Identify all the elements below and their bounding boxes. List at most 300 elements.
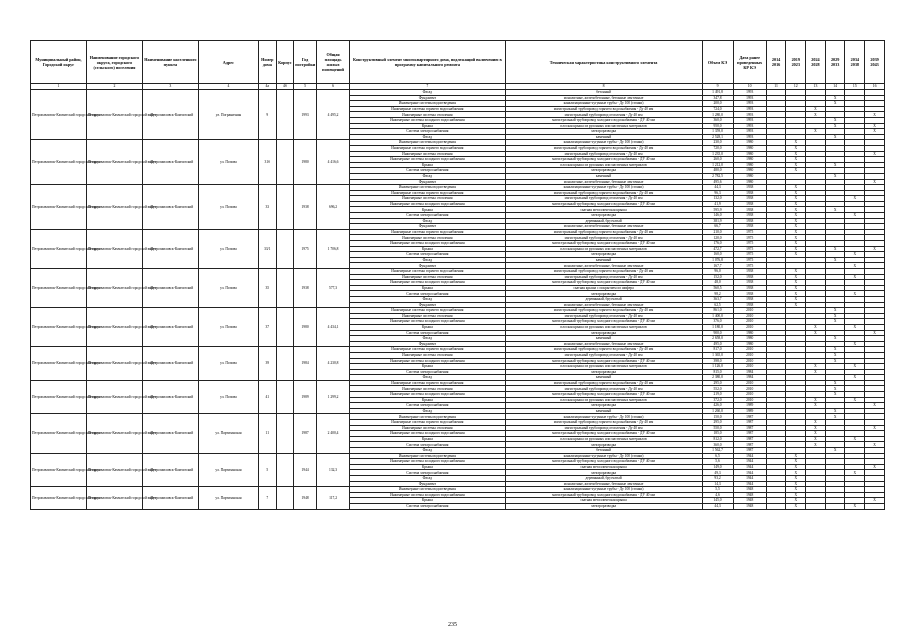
period-mark-cell: X bbox=[865, 246, 885, 252]
prior-repair-date-cell: 1980 bbox=[733, 336, 766, 342]
living-area-cell: 4 230,8 bbox=[316, 347, 349, 381]
district-cell: Петропавловск-Камчатский городской округ bbox=[31, 90, 87, 140]
volume-cell: 1 126,0 bbox=[702, 364, 733, 370]
locality-cell: г. Петропавловск-Камчатский bbox=[142, 347, 198, 381]
element-cell: Фундамент bbox=[350, 179, 505, 185]
column-number: 8 bbox=[505, 84, 702, 90]
column-number: 4 bbox=[198, 84, 258, 90]
element-cell: Инженерные системы холодного водоснабжения bbox=[350, 241, 505, 247]
element-cell: Фасад bbox=[350, 218, 505, 224]
period-mark-cell: X bbox=[825, 319, 845, 325]
element-cell: Инженерные системы водоотведения bbox=[350, 101, 505, 107]
prior-repair-date-cell: 1975 bbox=[733, 252, 766, 258]
prior-repair-date-cell: 2010 bbox=[733, 358, 766, 364]
period-mark-cell: X bbox=[806, 436, 826, 442]
period-mark-cell: X bbox=[786, 246, 806, 252]
volume-cell: 93,2 bbox=[702, 475, 733, 481]
volume-cell: 14,3 bbox=[702, 481, 733, 487]
column-number: 4а bbox=[258, 84, 276, 90]
volume-cell: 815,0 bbox=[702, 369, 733, 375]
building-corpus-cell bbox=[276, 269, 294, 308]
volume-cell: 150,0 bbox=[702, 414, 733, 420]
prior-repair-date-cell: 1980 bbox=[733, 157, 766, 163]
period-mark-cell bbox=[806, 503, 826, 509]
volume-cell: 472,7 bbox=[702, 246, 733, 252]
period-mark-cell: X bbox=[825, 313, 845, 319]
volume-cell: 146,0 bbox=[702, 213, 733, 219]
house-number-cell: 31б bbox=[258, 140, 276, 185]
characteristic-cell: магистральный трубопровод холодного водоснабжения - ДУ 40 мм bbox=[505, 201, 702, 207]
prior-repair-date-cell: 1980 bbox=[733, 140, 766, 146]
characteristic-cell: плоская крыша из рулонных или мастичных материалов bbox=[505, 123, 702, 129]
volume-cell: 720,0 bbox=[702, 145, 733, 151]
volume-cell: 176,0 bbox=[702, 241, 733, 247]
element-cell: Фундамент bbox=[350, 224, 505, 230]
element-cell: Фундамент bbox=[350, 263, 505, 269]
characteristic-cell: магистральный трубопровод отопления - Ду 40 мм bbox=[505, 112, 702, 118]
build-year-cell: 1948 bbox=[294, 487, 317, 509]
page-number: 235 bbox=[448, 622, 457, 628]
locality-cell: г. Петропавловск-Камчатский bbox=[142, 414, 198, 453]
characteristic-cell: каменный bbox=[505, 134, 702, 140]
period-mark-cell: X bbox=[845, 274, 865, 280]
volume-cell: 4,6 bbox=[702, 492, 733, 498]
period-mark-cell: X bbox=[825, 408, 845, 414]
table-body bbox=[31, 90, 885, 510]
settlement-cell: Петропавловск-Камчатский городской округ bbox=[86, 140, 142, 185]
period-mark-cell: X bbox=[865, 112, 885, 118]
prior-repair-date-cell: 2010 bbox=[733, 364, 766, 370]
living-area-cell: 1 299,2 bbox=[316, 380, 349, 414]
district-cell: Петропавловск-Камчатский городской округ bbox=[31, 453, 87, 487]
living-area-cell: 4 416,6 bbox=[316, 140, 349, 185]
element-cell: Система электроснабжения bbox=[350, 470, 505, 476]
prior-repair-date-cell: 1948 bbox=[733, 503, 766, 509]
element-cell: Фасад bbox=[350, 173, 505, 179]
period-mark-cell: X bbox=[786, 229, 806, 235]
volume-cell: 347,8 bbox=[702, 95, 733, 101]
volume-cell: 363,7 bbox=[702, 296, 733, 302]
address-cell: ул. Попова bbox=[198, 347, 258, 381]
period-mark-cell: X bbox=[825, 257, 845, 263]
column-number: 1 bbox=[31, 84, 87, 90]
characteristic-cell: электроразводка bbox=[505, 252, 702, 258]
volume-cell: 49,3 bbox=[702, 470, 733, 476]
characteristic-cell: магистральный трубопровод холодного водоснабжения - ДУ 40 мм bbox=[505, 492, 702, 498]
volume-cell: 5,5 bbox=[702, 487, 733, 493]
period-mark-cell: X bbox=[786, 190, 806, 196]
element-cell: Система электроснабжения bbox=[350, 369, 505, 375]
volume-cell: 1 180,0 bbox=[702, 324, 733, 330]
volume-cell: 1 365,0 bbox=[702, 352, 733, 358]
characteristic-cell: канализационные чугунные трубы - Ду 100 (стояки) bbox=[505, 185, 702, 191]
element-cell: Крыша bbox=[350, 364, 505, 370]
period-mark-cell: X bbox=[786, 280, 806, 286]
volume-cell: 2 782,5 bbox=[702, 173, 733, 179]
characteristic-cell: магистральный трубопровод отопления - Ду 40 мм bbox=[505, 235, 702, 241]
prior-repair-date-cell: 1938 bbox=[733, 185, 766, 191]
house-number-cell: 5 bbox=[258, 453, 276, 487]
period-mark-cell: X bbox=[865, 442, 885, 448]
prior-repair-date-cell: 1993 bbox=[733, 106, 766, 112]
characteristic-cell: плоская крыша из рулонных или мастичных материалов bbox=[505, 397, 702, 403]
characteristic-cell: плоская крыша из рулонных или мастичных материалов bbox=[505, 436, 702, 442]
volume-cell: 149,0 bbox=[702, 464, 733, 470]
prior-repair-date-cell: 1938 bbox=[733, 207, 766, 213]
characteristic-cell: канализационные чугунные трубы - Ду 100 (стояки) bbox=[505, 487, 702, 493]
build-year-cell: 1993 bbox=[294, 90, 317, 140]
build-year-cell: 1989 bbox=[294, 380, 317, 414]
element-cell: Инженерные системы горячего водоснабжения bbox=[350, 190, 505, 196]
element-cell: Инженерные системы холодного водоснабжения bbox=[350, 319, 505, 325]
element-cell: Инженерные системы водоотведения bbox=[350, 185, 505, 191]
locality-cell: г. Петропавловск-Камчатский bbox=[142, 487, 198, 509]
period-mark-cell: X bbox=[825, 117, 845, 123]
prior-repair-date-cell: 1987 bbox=[733, 442, 766, 448]
period-mark-cell: X bbox=[845, 503, 865, 509]
element-cell: Инженерные системы горячего водоснабжения bbox=[350, 308, 505, 314]
period-mark-cell: X bbox=[786, 151, 806, 157]
address-cell: ул. Пограничная bbox=[198, 90, 258, 140]
prior-repair-date-cell: 1993 bbox=[733, 101, 766, 107]
prior-repair-date-cell: 2010 bbox=[733, 319, 766, 325]
volume-cell: 120,0 bbox=[702, 235, 733, 241]
period-mark-cell: X bbox=[806, 369, 826, 375]
element-cell: Крыша bbox=[350, 324, 505, 330]
column-header: Наименование населенного пункта bbox=[142, 41, 198, 84]
volume-cell: 219,0 bbox=[702, 392, 733, 398]
prior-repair-date-cell: 1938 bbox=[733, 201, 766, 207]
column-number: 7 bbox=[350, 84, 505, 90]
element-cell: Инженерные системы горячего водоснабжения bbox=[350, 229, 505, 235]
characteristic-cell: электроразводка bbox=[505, 369, 702, 375]
volume-cell: 1 562,7 bbox=[702, 448, 733, 454]
settlement-cell: Петропавловск-Камчатский городской округ bbox=[86, 229, 142, 268]
header-row bbox=[31, 41, 885, 84]
period-mark-cell: X bbox=[865, 498, 885, 504]
prior-repair-date-cell: 1944 bbox=[733, 470, 766, 476]
prior-repair-date-cell: 1944 bbox=[733, 481, 766, 487]
address-cell: ул. Попова bbox=[198, 380, 258, 414]
period-mark-cell: X bbox=[786, 157, 806, 163]
period-mark-cell: X bbox=[825, 101, 845, 107]
element-cell: Крыша bbox=[350, 123, 505, 129]
characteristic-cell: канализационные чугунные трубы - Ду 100 (стояки) bbox=[505, 140, 702, 146]
column-number: 4б bbox=[276, 84, 294, 90]
district-cell: Петропавловск-Камчатский городской округ bbox=[31, 380, 87, 414]
volume-cell: 41,9 bbox=[702, 201, 733, 207]
volume-cell: 295,0 bbox=[702, 420, 733, 426]
prior-repair-date-cell: 1993 bbox=[733, 90, 766, 96]
prior-repair-date-cell: 1989 bbox=[733, 403, 766, 409]
period-mark-cell: X bbox=[806, 324, 826, 330]
element-cell: Инженерные системы горячего водоснабжения bbox=[350, 347, 505, 353]
volume-cell: 132,0 bbox=[702, 196, 733, 202]
element-cell: Инженерные системы горячего водоснабжения bbox=[350, 269, 505, 275]
column-number: 12 bbox=[786, 84, 806, 90]
element-cell: Крыша bbox=[350, 498, 505, 504]
characteristic-cell: магистральный трубопровод холодного водоснабжения - ДУ 40 мм bbox=[505, 319, 702, 325]
period-mark-cell: X bbox=[845, 213, 865, 219]
period-mark-cell: X bbox=[845, 364, 865, 370]
volume-cell: 98,2 bbox=[702, 291, 733, 297]
element-cell: Инженерные системы отопления bbox=[350, 274, 505, 280]
characteristic-cell: магистральный трубопровод горячего водоснабжения - Ду 40 мм bbox=[505, 308, 702, 314]
building-corpus-cell bbox=[276, 347, 294, 381]
characteristic-cell: магистральный трубопровод горячего водоснабжения - Ду 40 мм bbox=[505, 106, 702, 112]
element-cell: Инженерные системы водоотведения bbox=[350, 140, 505, 146]
element-cell: Система электроснабжения bbox=[350, 442, 505, 448]
building-corpus-cell bbox=[276, 90, 294, 140]
characteristic-cell: плоская крыша из рулонных или мастичных материалов bbox=[505, 324, 702, 330]
volume-cell: 167,7 bbox=[702, 263, 733, 269]
prior-repair-date-cell: 1980 bbox=[733, 168, 766, 174]
element-cell: Система электроснабжения bbox=[350, 213, 505, 219]
element-cell: Система электроснабжения bbox=[350, 129, 505, 135]
living-area-cell: 696,2 bbox=[316, 185, 349, 230]
element-cell: Инженерные системы отопления bbox=[350, 352, 505, 358]
volume-cell: 1 076,8 bbox=[702, 257, 733, 263]
period-mark-cell: X bbox=[786, 481, 806, 487]
living-area-cell: 2 400,4 bbox=[316, 414, 349, 453]
prior-repair-date-cell: 1938 bbox=[733, 302, 766, 308]
characteristic-cell: каменный bbox=[505, 408, 702, 414]
prior-repair-date-cell: 1975 bbox=[733, 246, 766, 252]
house-number-cell: 33/1 bbox=[258, 229, 276, 268]
element-cell: Крыша bbox=[350, 207, 505, 213]
volume-cell: 260,0 bbox=[702, 157, 733, 163]
prior-repair-date-cell: 1984 bbox=[733, 375, 766, 381]
period-mark-cell: X bbox=[825, 95, 845, 101]
build-year-cell: 1984 bbox=[294, 347, 317, 381]
volume-cell: 96,3 bbox=[702, 190, 733, 196]
volume-cell: 381,9 bbox=[702, 218, 733, 224]
characteristic-cell: магистральный трубопровод отопления - Ду 40 мм bbox=[505, 425, 702, 431]
period-mark-cell: X bbox=[786, 464, 806, 470]
settlement-cell: Петропавловск-Камчатский городской округ bbox=[86, 185, 142, 230]
period-mark-cell: X bbox=[865, 151, 885, 157]
prior-repair-date-cell: 1944 bbox=[733, 453, 766, 459]
period-mark-cell: X bbox=[786, 459, 806, 465]
column-header: Номер дома bbox=[258, 41, 276, 84]
prior-repair-date-cell: 1984 bbox=[733, 369, 766, 375]
locality-cell: г. Петропавловск-Камчатский bbox=[142, 229, 198, 268]
characteristic-cell: магистральный трубопровод горячего водоснабжения - Ду 40 мм bbox=[505, 145, 702, 151]
element-cell: Инженерные системы холодного водоснабжения bbox=[350, 280, 505, 286]
column-header: Адрес bbox=[198, 41, 258, 84]
element-cell: Фасад bbox=[350, 475, 505, 481]
build-year-cell: 1938 bbox=[294, 269, 317, 308]
capital-repair-register-table bbox=[30, 40, 885, 510]
element-cell: Фасад bbox=[350, 375, 505, 381]
characteristic-cell: магистральный трубопровод холодного водоснабжения - ДУ 40 мм bbox=[505, 392, 702, 398]
volume-cell: 1 400,0 bbox=[702, 313, 733, 319]
building-corpus-cell bbox=[276, 140, 294, 185]
column-number: 2 bbox=[86, 84, 142, 90]
volume-cell: 200,0 bbox=[702, 101, 733, 107]
characteristic-cell: деревянный, брусчатый bbox=[505, 475, 702, 481]
element-cell: Инженерные системы холодного водоснабжения bbox=[350, 358, 505, 364]
prior-repair-date-cell: 1938 bbox=[733, 280, 766, 286]
element-cell: Система электроснабжения bbox=[350, 252, 505, 258]
period-mark-cell: X bbox=[806, 129, 826, 135]
prior-repair-date-cell: 2010 bbox=[733, 397, 766, 403]
period-mark-cell: X bbox=[825, 123, 845, 129]
characteristic-cell: плоская крыша из рулонных или мастичных материалов bbox=[505, 364, 702, 370]
characteristic-cell: магистральный трубопровод горячего водоснабжения - Ду 40 мм bbox=[505, 190, 702, 196]
period-mark-cell: X bbox=[806, 112, 826, 118]
period-mark-cell: X bbox=[825, 448, 845, 454]
period-mark-cell bbox=[865, 503, 885, 509]
prior-repair-date-cell: 1980 bbox=[733, 151, 766, 157]
prior-repair-date-cell: 1975 bbox=[733, 229, 766, 235]
element-cell: Фасад bbox=[350, 408, 505, 414]
characteristic-cell: канализационные чугунные трубы - Ду 100 (стояки) bbox=[505, 453, 702, 459]
volume-cell: 495,6 bbox=[702, 179, 733, 185]
house-number-cell: 9 bbox=[258, 90, 276, 140]
table-header bbox=[31, 41, 885, 90]
prior-repair-date-cell: 1938 bbox=[733, 274, 766, 280]
column-header: Общая площадь жилых помещений bbox=[316, 41, 349, 84]
volume-cell: 900,0 bbox=[702, 330, 733, 336]
period-mark-cell: X bbox=[786, 196, 806, 202]
house-number-cell: 39 bbox=[258, 347, 276, 381]
period-mark-cell: X bbox=[825, 162, 845, 168]
period-mark-cell: X bbox=[786, 296, 806, 302]
settlement-cell: Петропавловск-Камчатский городской округ bbox=[86, 347, 142, 381]
building-corpus-cell bbox=[276, 487, 294, 509]
element-cell: Крыша bbox=[350, 162, 505, 168]
prior-repair-date-cell: 1987 bbox=[733, 420, 766, 426]
living-area-cell: 577,3 bbox=[316, 269, 349, 308]
period-mark-cell: X bbox=[825, 392, 845, 398]
characteristic-cell: деревянный, брусчатый bbox=[505, 218, 702, 224]
building-corpus-cell bbox=[276, 185, 294, 230]
building-corpus-cell bbox=[276, 308, 294, 347]
volume-cell: 552,0 bbox=[702, 386, 733, 392]
characteristic-cell: магистральный трубопровод холодного водоснабжения - ДУ 40 мм bbox=[505, 431, 702, 437]
period-mark-cell: X bbox=[806, 397, 826, 403]
prior-repair-date-cell: 1987 bbox=[733, 448, 766, 454]
volume-cell: 210,0 bbox=[702, 229, 733, 235]
characteristic-cell: монолитные, железобетонные, бетонные ленточные bbox=[505, 263, 702, 269]
characteristic-cell: электроразводка bbox=[505, 291, 702, 297]
characteristic-cell: канализационные чугунные трубы - Ду 100 (стояки) bbox=[505, 414, 702, 420]
prior-repair-date-cell: 1980 bbox=[733, 330, 766, 336]
element-cell: Инженерные системы холодного водоснабжения bbox=[350, 492, 505, 498]
prior-repair-date-cell: 1948 bbox=[733, 487, 766, 493]
volume-cell: 1 359,0 bbox=[702, 129, 733, 135]
element-cell: Инженерные системы водоотведения bbox=[350, 414, 505, 420]
volume-cell: 1 212,0 bbox=[702, 162, 733, 168]
element-cell: Инженерные системы отопления bbox=[350, 425, 505, 431]
element-cell: Инженерные системы горячего водоснабжения bbox=[350, 420, 505, 426]
house-number-cell: 35 bbox=[258, 269, 276, 308]
district-cell: Петропавловск-Камчатский городской округ bbox=[31, 414, 87, 453]
element-cell: Инженерные системы отопления bbox=[350, 196, 505, 202]
prior-repair-date-cell: 1975 bbox=[733, 257, 766, 263]
prior-repair-date-cell: 1944 bbox=[733, 459, 766, 465]
volume-cell: 44,3 bbox=[702, 503, 733, 509]
volume-cell: 160,0 bbox=[702, 252, 733, 258]
living-area-cell: 117,2 bbox=[316, 487, 349, 509]
element-cell: Система электроснабжения bbox=[350, 330, 505, 336]
prior-repair-date-cell: 1938 bbox=[733, 285, 766, 291]
prior-repair-date-cell: 1980 bbox=[733, 179, 766, 185]
column-number: 6 bbox=[316, 84, 349, 90]
volume-cell: 96,0 bbox=[702, 269, 733, 275]
period-mark-cell: X bbox=[786, 241, 806, 247]
district-cell: Петропавловск-Камчатский городской округ bbox=[31, 487, 87, 509]
prior-repair-date-cell: 1993 bbox=[733, 129, 766, 135]
period-mark-cell: X bbox=[865, 425, 885, 431]
volume-cell: 44,3 bbox=[702, 185, 733, 191]
element-cell: Инженерные системы холодного водоснабжения bbox=[350, 392, 505, 398]
element-cell: Инженерные системы холодного водоснабжения bbox=[350, 431, 505, 437]
locality-cell: г. Петропавловск-Камчатский bbox=[142, 90, 198, 140]
characteristic-cell: деревянный, брусчатый bbox=[505, 296, 702, 302]
period-mark-cell: X bbox=[845, 397, 865, 403]
period-mark-cell: X bbox=[786, 274, 806, 280]
settlement-cell: Петропавловск-Камчатский городской округ bbox=[86, 380, 142, 414]
prior-repair-date-cell: 2010 bbox=[733, 386, 766, 392]
build-year-cell: 1980 bbox=[294, 308, 317, 347]
characteristic-cell: монолитные, железобетонные, бетонные ленточные bbox=[505, 481, 702, 487]
prior-repair-date-cell: 1938 bbox=[733, 213, 766, 219]
prior-repair-date-cell: 2010 bbox=[733, 352, 766, 358]
prior-repair-date-cell: 2010 bbox=[733, 347, 766, 353]
column-number: 14 bbox=[825, 84, 845, 90]
column-header: Объем КЭ bbox=[702, 41, 733, 84]
column-header: Техническая характеристика конструктивного элемента bbox=[505, 41, 702, 84]
period-mark-cell: X bbox=[786, 224, 806, 230]
column-number: 10 bbox=[733, 84, 766, 90]
period-mark-cell: X bbox=[786, 185, 806, 191]
prior-repair-date-cell: 1987 bbox=[733, 414, 766, 420]
period-mark-cell: X bbox=[825, 308, 845, 314]
district-cell: Петропавловск-Камчатский городской округ bbox=[31, 269, 87, 308]
element-cell: Инженерные системы холодного водоснабжения bbox=[350, 459, 505, 465]
element-cell: Крыша bbox=[350, 285, 505, 291]
settlement-cell: Петропавловск-Камчатский городской округ bbox=[86, 487, 142, 509]
period-mark-cell: X bbox=[786, 162, 806, 168]
period-mark-cell: X bbox=[865, 403, 885, 409]
period-mark-cell: X bbox=[786, 498, 806, 504]
volume-cell: 560,5 bbox=[702, 285, 733, 291]
element-cell: Инженерные системы горячего водоснабжения bbox=[350, 145, 505, 151]
characteristic-cell: электроразводка bbox=[505, 470, 702, 476]
period-mark-cell: X bbox=[786, 140, 806, 146]
district-cell: Петропавловск-Камчатский городской округ bbox=[31, 140, 87, 185]
address-cell: ул. Попова bbox=[198, 140, 258, 185]
build-year-cell: 1975 bbox=[294, 229, 317, 268]
volume-cell: 398,0 bbox=[702, 358, 733, 364]
building-corpus-cell bbox=[276, 380, 294, 414]
element-cell: Фасад bbox=[350, 257, 505, 263]
period-mark-cell: X bbox=[806, 364, 826, 370]
volume-cell: 360,0 bbox=[702, 442, 733, 448]
house-number-cell: 41 bbox=[258, 380, 276, 414]
characteristic-cell: магистральный трубопровод холодного водоснабжения - ДУ 40 мм bbox=[505, 358, 702, 364]
period-mark-cell: X bbox=[825, 207, 845, 213]
characteristic-cell: скатная металлическая крыша bbox=[505, 498, 702, 504]
prior-repair-date-cell: 1944 bbox=[733, 464, 766, 470]
period-mark-cell: X bbox=[786, 235, 806, 241]
characteristic-cell: магистральный трубопровод холодного водоснабжения - ДУ 40 мм bbox=[505, 117, 702, 123]
volume-cell: 861,0 bbox=[702, 308, 733, 314]
characteristic-cell: магистральный трубопровод холодного водоснабжения - ДУ 40 мм bbox=[505, 241, 702, 247]
period-mark-cell: X bbox=[825, 352, 845, 358]
